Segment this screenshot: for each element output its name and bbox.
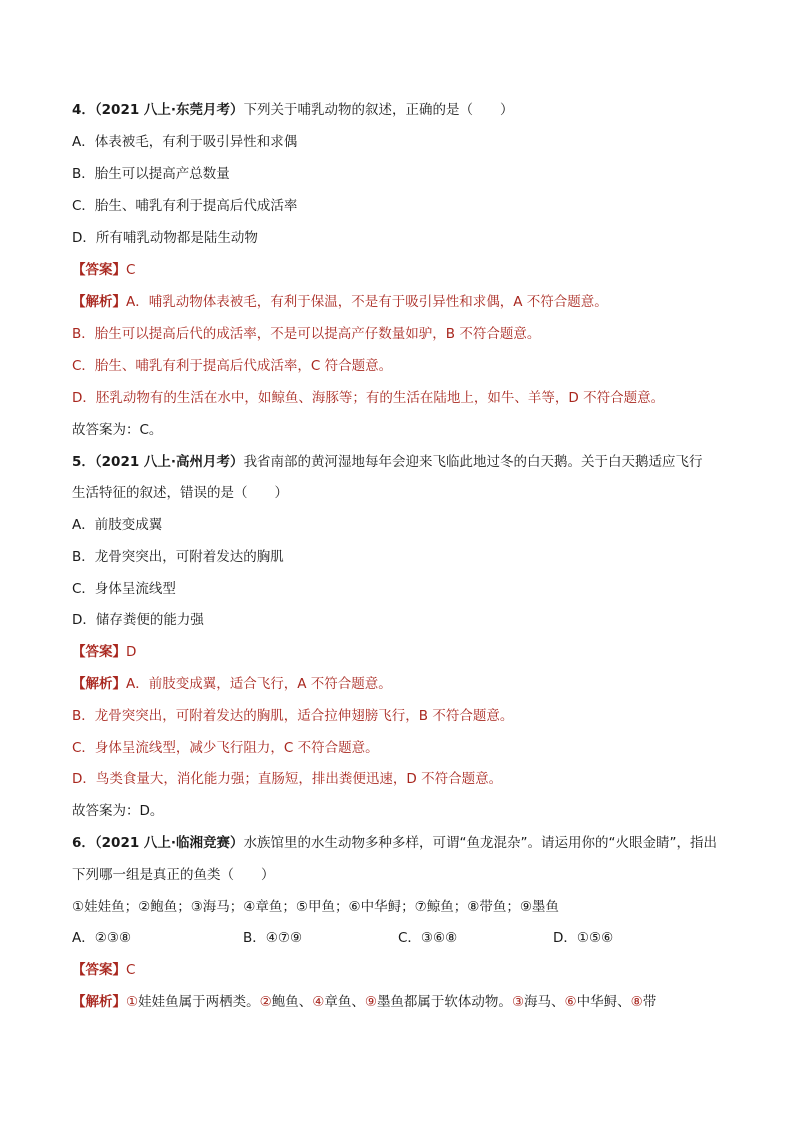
q4-answer-tag: 【答案】 (72, 262, 126, 278)
q4-answer (72, 260, 732, 280)
q4-answer-value: C (126, 262, 136, 278)
q6-analysis-text-2: 鲍鱼、 (271, 994, 313, 1010)
q6-answer-value: C (126, 962, 136, 978)
q6-analysis-line-1 (72, 992, 732, 1012)
q6-analysis-text-8: 带 (642, 994, 657, 1010)
q6-analysis-mark-2: ② (259, 994, 272, 1010)
q5-stem-line-1 (72, 452, 732, 472)
q4-option-b: B．胎生可以提高产总数量 (72, 166, 230, 182)
q6-option-a: A．②③⑧ (72, 930, 132, 946)
q4-option-c: C．胎生、哺乳有利于提高后代成活率 (72, 198, 298, 214)
q5-source: （2021 八上·高州月考） (94, 454, 244, 470)
q5-option-d: D．储存粪便的能力强 (72, 612, 204, 628)
q6-analysis-text-9: 墨鱼都属于软体动物。 (376, 994, 512, 1010)
q5-option-c: C．身体呈流线型 (72, 581, 176, 597)
q4-stem (72, 100, 732, 120)
q4-number: 4． (72, 102, 95, 118)
q5-analysis-line-1 (72, 674, 732, 694)
q6-stem-line-1 (72, 833, 732, 853)
q6-items: ①娃娃鱼；②鲍鱼；③海马；④章鱼；⑤甲鱼；⑥中华鲟；⑦鲸鱼；⑧带鱼；⑨墨鱼 (72, 899, 559, 915)
q6-option-d: D．①⑤⑥ (553, 930, 614, 946)
q6-analysis-text-4: 章鱼、 (324, 994, 365, 1010)
q5-analysis-line-3: C．身体呈流线型，减少飞行阻力，C 不符合题意。 (72, 740, 379, 756)
q6-analysis-mark-4: ④ (312, 994, 325, 1010)
q4-analysis-line-1 (72, 292, 732, 312)
q6-analysis-text-6: 中华鲟、 (576, 994, 631, 1010)
q6-stem-line-2: 下列哪一组是真正的鱼类（ ） (72, 867, 275, 883)
q6-analysis-mark-8: ⑧ (630, 994, 643, 1010)
q4-analysis-tag: 【解析】 (72, 294, 126, 310)
q4-analysis-line-4: D．胚乳动物有的生活在水中，如鲸鱼、海豚等；有的生活在陆地上，如牛、羊等，D 不符合题意。 (72, 390, 665, 406)
q5-option-a: A．前肢变成翼 (72, 517, 163, 533)
q5-analysis-tag: 【解析】 (72, 676, 126, 692)
q6-option-c: C．③⑥⑧ (398, 930, 458, 946)
q6-stem-text-1: 水族馆里的水生动物多种多样，可谓“鱼龙混杂”。请运用你的“火眼金睛”，指出 (243, 835, 718, 851)
q4-analysis-text-1: A．哺乳动物体表被毛，有利于保温，不是有于吸引异性和求偶，A 不符合题意。 (126, 294, 608, 310)
q6-analysis-text-3: 海马、 (524, 994, 565, 1010)
q6-answer (72, 960, 732, 980)
q6-analysis-mark-6: ⑥ (564, 994, 577, 1010)
q5-answer-tag: 【答案】 (72, 644, 126, 660)
q5-analysis-line-4: D．鸟类食量大，消化能力强；直肠短，排出粪便迅速，D 不符合题意。 (72, 771, 503, 787)
q5-option-b: B．龙骨突突出，可附着发达的胸肌 (72, 549, 284, 565)
q4-stem-text: 下列关于哺乳动物的叙述，正确的是（ ） (243, 102, 514, 118)
q5-analysis-text-1: A．前肢变成翼，适合飞行，A 不符合题意。 (126, 676, 392, 692)
q6-analysis-mark-9: ⑨ (364, 994, 377, 1010)
q6-number: 6． (72, 835, 95, 851)
q6-analysis-tag: 【解析】 (72, 994, 126, 1010)
q6-source: （2021 八上·临湘竞赛） (94, 835, 244, 851)
q5-answer-value: D (126, 644, 137, 660)
q5-stem-text-1: 我省南部的黄河湿地每年会迎来飞临此地过冬的白天鹅。关于白天鹅适应飞行 (243, 454, 703, 470)
q5-stem-line-2: 生活特征的叙述，错误的是（ ） (72, 485, 288, 501)
q4-conclusion: 故答案为：C。 (72, 422, 163, 438)
q4-analysis-line-2: B．胎生可以提高后代的成活率，不是可以提高产仔数量如驴，B 不符合题意。 (72, 326, 541, 342)
q6-answer-tag: 【答案】 (72, 962, 126, 978)
q4-option-a: A．体表被毛，有利于吸引异性和求偶 (72, 134, 298, 150)
q5-number: 5． (72, 454, 95, 470)
q5-analysis-line-2: B．龙骨突突出，可附着发达的胸肌，适合拉伸翅膀飞行，B 不符合题意。 (72, 708, 514, 724)
q6-option-b: B．④⑦⑨ (243, 930, 303, 946)
q6-analysis-mark-1: ① (126, 994, 139, 1010)
q5-conclusion: 故答案为：D。 (72, 803, 164, 819)
q6-analysis-text-1: 娃娃鱼属于两栖类。 (138, 994, 260, 1010)
q5-answer (72, 642, 732, 662)
q4-option-d: D．所有哺乳动物都是陆生动物 (72, 230, 258, 246)
q4-analysis-line-3: C．胎生、哺乳有利于提高后代成活率，C 符合题意。 (72, 358, 393, 374)
q6-analysis-mark-3: ③ (511, 994, 525, 1010)
q4-source: （2021 八上·东莞月考） (94, 102, 244, 118)
